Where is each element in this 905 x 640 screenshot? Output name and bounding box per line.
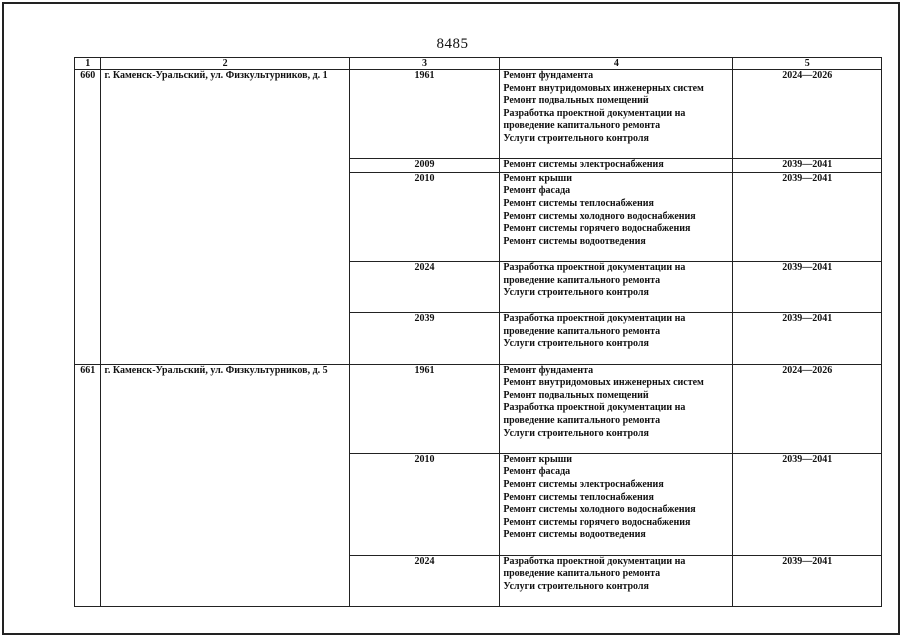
repair-period: 2039—2041: [733, 261, 882, 312]
work-item: проведение капитального ремонта: [503, 415, 661, 427]
work-item: Ремонт системы горячего водоснабжения: [503, 516, 691, 528]
work-item: Услуги строительного контроля: [503, 427, 649, 439]
work-item: проведение капитального ремонта: [503, 568, 661, 580]
column-header: 3: [349, 58, 500, 70]
work-item: Ремонт системы теплоснабжения: [503, 197, 654, 209]
repair-period: 2024—2026: [733, 70, 882, 159]
column-header: 1: [75, 58, 101, 70]
work-item: Ремонт системы водоотведения: [503, 235, 646, 247]
entry-year: 2010: [349, 453, 500, 555]
work-item: Разработка проектной документации на: [503, 107, 686, 119]
repair-period: 2039—2041: [733, 313, 882, 364]
work-item: Услуги строительного контроля: [503, 580, 649, 592]
work-item: Разработка проектной документации на: [503, 261, 686, 273]
entry-year: 2010: [349, 172, 500, 261]
work-item: Разработка проектной документации на: [503, 313, 686, 325]
row-padding: [503, 248, 729, 261]
work-item: Ремонт фасада: [503, 466, 571, 478]
work-item: Ремонт внутридомовых инженерных систем: [503, 377, 704, 389]
work-list: [500, 159, 733, 173]
work-list: [500, 364, 733, 453]
work-item: Ремонт системы электроснабжения: [503, 479, 664, 490]
work-item: Услуги строительного контроля: [503, 338, 649, 350]
entry-year: 1961: [349, 364, 500, 453]
column-header: 5: [733, 58, 882, 70]
work-item: проведение капитального ремонта: [503, 325, 661, 337]
work-list: [500, 261, 733, 312]
work-item: Ремонт фундамента: [503, 364, 594, 376]
table-row: [75, 70, 882, 159]
row-padding: [503, 440, 729, 453]
row-padding: [503, 351, 729, 364]
repair-period: 2039—2041: [733, 453, 882, 555]
work-item: Ремонт фундамента: [503, 70, 594, 81]
entry-year: 1961: [349, 70, 500, 159]
header-row: [75, 58, 882, 70]
entry-year: 2024: [349, 261, 500, 312]
work-item: Ремонт внутридомовых инженерных систем: [503, 82, 704, 94]
work-item: проведение капитального ремонта: [503, 274, 661, 286]
work-item: Ремонт системы теплоснабжения: [503, 491, 654, 503]
building-address: г. Каменск-Уральский, ул. Физкультурников, д. 1: [101, 70, 349, 365]
building-number: 661: [75, 364, 101, 606]
repair-period: 2039—2041: [733, 555, 882, 606]
work-list: [500, 172, 733, 261]
row-padding: [503, 593, 729, 606]
work-item: Услуги строительного контроля: [503, 287, 649, 299]
work-list: [500, 555, 733, 606]
work-item: Ремонт подвальных помещений: [503, 389, 649, 401]
table-row: [75, 364, 882, 453]
work-item: Услуги строительного контроля: [503, 132, 649, 144]
row-padding: [503, 300, 729, 313]
building-address: г. Каменск-Уральский, ул. Физкультурников, д. 5: [101, 364, 349, 606]
capital-repair-table: [74, 57, 882, 607]
row-padding: [503, 542, 729, 555]
repair-period: 2039—2041: [733, 159, 882, 173]
work-item: Разработка проектной документации на: [503, 402, 686, 414]
work-item: Разработка проектной документации на: [503, 555, 686, 567]
work-item: Ремонт системы водоотведения: [503, 529, 646, 541]
building-number: 660: [75, 70, 101, 365]
entry-year: 2024: [349, 555, 500, 606]
work-item: Ремонт фасада: [503, 185, 571, 197]
work-item: Ремонт подвальных помещений: [503, 95, 649, 107]
work-list: [500, 313, 733, 364]
entry-year: 2039: [349, 313, 500, 364]
work-item: Ремонт крыши: [503, 453, 572, 465]
entry-year: 2009: [349, 159, 500, 173]
page-number: 8485: [436, 36, 469, 52]
work-item: Ремонт системы горячего водоснабжения: [503, 223, 691, 235]
table-body: [75, 70, 882, 607]
work-list: [500, 70, 733, 159]
column-header: 4: [500, 58, 733, 70]
work-item: Ремонт системы холодного водоснабжения: [503, 210, 696, 222]
work-item: Ремонт системы электроснабжения: [503, 159, 664, 171]
repair-period: 2024—2026: [733, 364, 882, 453]
work-item: Ремонт системы холодного водоснабжения: [503, 504, 696, 516]
repair-period: 2039—2041: [733, 172, 882, 261]
work-item: Ремонт крыши: [503, 172, 572, 184]
work-item: проведение капитального ремонта: [503, 120, 661, 132]
column-header: 2: [101, 58, 349, 70]
row-padding: [503, 146, 729, 159]
work-list: [500, 453, 733, 555]
